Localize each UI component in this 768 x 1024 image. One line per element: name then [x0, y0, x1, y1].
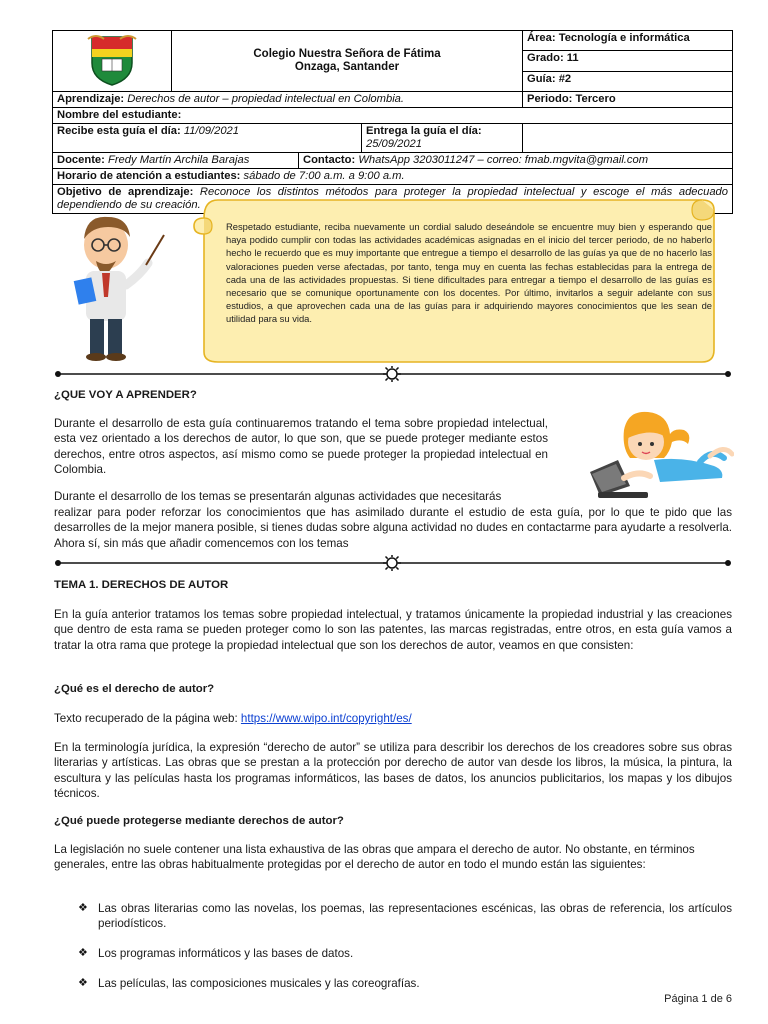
tema1-paragraph-2: En la terminología jurídica, la expresión “derecho de autor” se utiliza para describir los derechos de los creadores sobre sus obras literarias y artísticas. Las obras que se prestan a la protección por derecho de autor van desde los libros, la música, la pintura, la escultura y las películas hasta los programas informáticos, las bases de datos, los anuncios publicitarios, los mapas y los dibujos técnicos.	[54, 741, 732, 800]
contacto-cell	[299, 153, 733, 168]
tema1-paragraph-3: La legislación no suele contener una lista exhaustiva de las obras que ampara el derecho de autor. No obstante, en términos generales, entre las obras habitualmente protegidas por el derecho de autor en todo el mundo están las siguientes:	[54, 843, 695, 872]
entrega-blank-cell	[523, 124, 733, 153]
section1-paragraph-2-line1: Durante el desarrollo de los temas se presentarán algunas actividades que necesitarás	[54, 490, 502, 503]
page-number: Página 1 de 6	[664, 993, 732, 1005]
header-table	[52, 30, 733, 214]
aprendizaje-cell	[53, 92, 523, 108]
recibe-cell	[53, 124, 523, 153]
school-logo-cell	[53, 31, 172, 92]
horario-cell	[53, 169, 733, 185]
tema1-paragraph-1: En la guía anterior tratamos los temas sobre propiedad intelectual, y tratamos únicamente la propiedad industrial y las creaciones que dentro de esta rama se pueden proteger como lo son las patentes, las marcas registradas, entre otros, en esta guía vamos a tratar la otra rama que protege la propiedad intelectual que son los derechos de autor, veamos en que consisten:	[54, 608, 732, 652]
section1-paragraph-2: realizar para poder reforzar los conocimientos que has asimilado durante el estudio de esta guía, por lo que te pido que las desarrolles de la mejor manera posible, si tienes dudas sobre alguna actividad no dudes en contactarme para ayudarte a resolverla. Ahora sí, sin más que añadir comencemos con los temas	[54, 506, 732, 550]
section-title-aprender: ¿QUE VOY A APRENDER?	[54, 389, 197, 401]
recibe-subcell	[53, 124, 362, 152]
tema1-title: TEMA 1. DERECHOS DE AUTOR	[54, 579, 229, 591]
list-item: Las películas, las composiciones musicales y las coreografías.	[98, 977, 420, 990]
recibe-label: Recibe esta guía el día:	[57, 125, 181, 137]
horario-label: Horario de atención a estudiantes:	[57, 170, 241, 182]
question-que-es: ¿Qué es el derecho de autor?	[54, 683, 215, 695]
contacto-label: Contacto:	[303, 154, 356, 166]
wipo-link[interactable]: https://www.wipo.int/copyright/es/	[240, 712, 412, 725]
section1-paragraph-1: Durante el desarrollo de esta guía continuaremos tratando el tema sobre propiedad intelectual, esta vez orientado a los derechos de autor, lo que son, que se puede proteger mediante estos derechos, entre otros aspectos, así mismo como se puede proteger la propiedad intelectual en Colombia.	[54, 417, 548, 476]
objetivo-value: Reconoce los distintos métodos para proteger la propiedad intelectual y escoge el más adecuado dependiendo de su creación.	[57, 186, 728, 211]
sun-ornament-icon	[383, 366, 401, 382]
bullet-diamond-icon: ❖	[78, 947, 88, 959]
docente-label: Docente:	[57, 154, 105, 166]
guia-cell: Guía: #2	[523, 71, 733, 91]
school-name: Colegio Nuestra Señora de Fátima	[253, 48, 441, 60]
school-name-cell	[172, 31, 523, 92]
bullet-diamond-icon: ❖	[78, 977, 88, 989]
entrega-date: 25/09/2021	[366, 138, 422, 150]
docente-value: Fredy Martín Archila Barajas	[107, 154, 250, 166]
source-line	[54, 711, 732, 726]
school-city: Onzaga, Santander	[294, 61, 400, 73]
source-prefix: Texto recuperado de la página web:	[54, 712, 241, 725]
contacto-value: WhatsApp 3203011247 – correo: fmab.mgvita@gmail.com	[358, 154, 649, 166]
school-shield-icon	[86, 33, 138, 87]
bullet-diamond-icon: ❖	[78, 902, 88, 914]
intro-note: Respetado estudiante, reciba nuevamente un cordial saludo deseándole se encuentre muy bien y esperando que haya podido cumplir con todas las actividades académicas asignadas en el inicio del tercer periodo, de no haberlo hecho le recuerdo que es muy importante que entregue a tiempo el desarrollo de las guías ya que de no hacerlo las valoraciones pueden verse afectadas, por tanto, tenga muy en cuenta las fechas establecidas para la entrega de cada una de las actividades propuestas. Si tiene dificultades para entregar a tiempo el desarrollo de las guías es necesario que se comunique oportunamente con los docentes. Por último, invitarlos a seguir adelante con sus estudios, a que aprovechen cada una de las guías para ir adquiriendo mayores conocimientos que les sean de utilidad para su vida.	[226, 221, 712, 325]
section-divider	[54, 366, 732, 382]
docente-row	[53, 153, 733, 169]
nombre-cell: Nombre del estudiante:	[53, 108, 733, 124]
periodo-cell: Periodo: Tercero	[523, 92, 733, 108]
aprendizaje-label: Aprendizaje:	[57, 93, 125, 105]
question-que-proteger: ¿Qué puede protegerse mediante derechos de autor?	[54, 815, 344, 827]
teacher-illustration	[68, 205, 168, 363]
section-divider	[54, 555, 732, 571]
area-cell: Área: Tecnología e informática	[523, 31, 733, 51]
list-item: Las obras literarias como las novelas, los poemas, las representaciones escénicas, las obras de referencia, los artículos periodísticos.	[98, 902, 732, 931]
entrega-label: Entrega la guía el día:	[366, 125, 482, 137]
list-item: Los programas informáticos y las bases de datos.	[98, 947, 354, 960]
docente-cell	[53, 153, 299, 168]
grado-cell: Grado: 11	[523, 51, 733, 71]
aprendizaje-value: Derechos de autor – propiedad intelectual en Colombia.	[127, 93, 405, 105]
objetivo-label: Objetivo de aprendizaje:	[57, 186, 194, 198]
entrega-subcell	[362, 124, 523, 152]
recibe-date: 11/09/2021	[183, 125, 240, 137]
sun-ornament-icon	[383, 555, 401, 571]
horario-value: sábado de 7:00 a.m. a 9:00 a.m.	[243, 170, 405, 182]
